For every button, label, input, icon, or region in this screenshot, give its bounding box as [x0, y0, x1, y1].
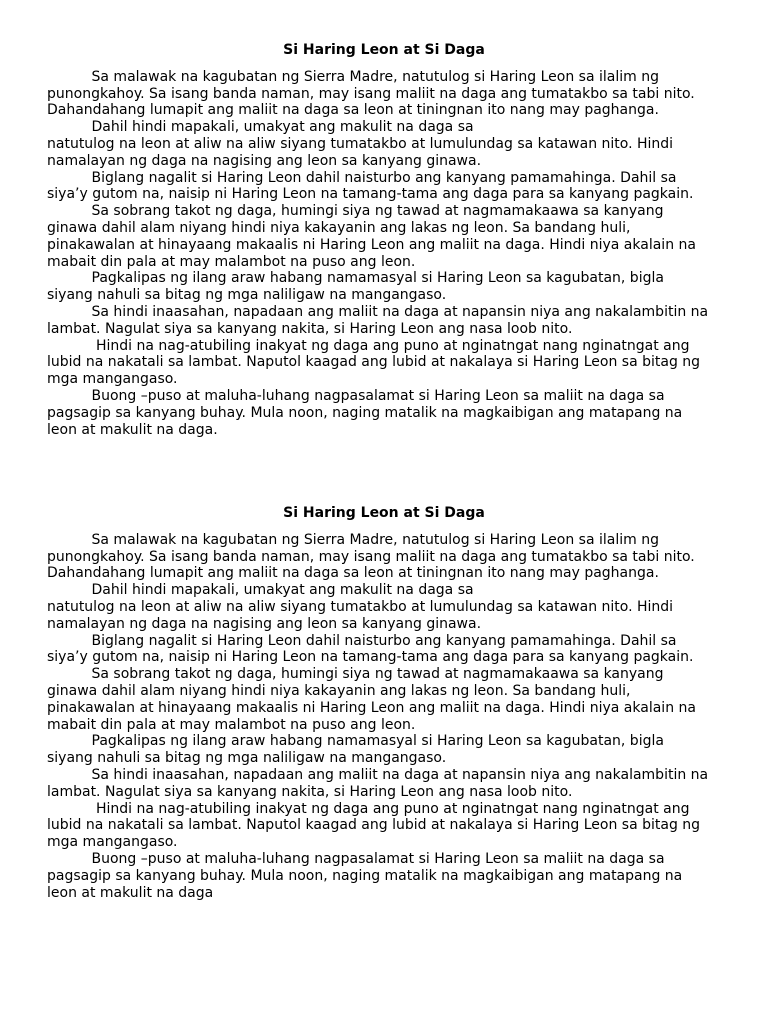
story-title: Si Haring Leon at Si Daga	[283, 505, 485, 521]
story-paragraph: Buong –puso at maluha-luhang nagpasalamat si Haring Leon sa maliit na daga sa pagsagip sa kanyang buhay. Mula noon, naging matalik na magkaibigan ang matapang na leon at makulit na daga.	[47, 387, 683, 438]
story-title: Si Haring Leon at Si Daga	[283, 42, 485, 58]
story-paragraph: Biglang nagalit si Haring Leon dahil naisturbo ang kanyang pamamahinga. Dahil sa siya’y gutom na, naisip ni Haring Leon na tamang-tama ang daga para sa kanyang pagkain.	[47, 632, 694, 666]
story-paragraph: Sa malawak na kagubatan ng Sierra Madre, natutulog si Haring Leon sa ilalim ng punongkahoy. Sa isang banda naman, may isang maliit na daga ang tumatakbo sa tabi nito. Dahandahang lumapit ang maliit na daga sa leon at tiningnan ito nang may paghanga.	[47, 531, 695, 582]
story-paragraph: Pagkalipas ng ilang araw habang namamasyal si Haring Leon sa kagubatan, bigla siyang nahuli sa bitag ng mga naliligaw na mangangaso.	[47, 270, 664, 304]
story-paragraph: Pagkalipas ng ilang araw habang namamasyal si Haring Leon sa kagubatan, bigla siyang nahuli sa bitag ng mga naliligaw na mangangaso.	[47, 733, 664, 767]
story-paragraph: Sa hindi inaasahan, napadaan ang maliit na daga at napansin niya ang nakalambitin na lambat. Nagulat siya sa kanyang nakita, si Haring Leon ang nasa loob nito.	[47, 303, 709, 337]
story-paragraph: Dahil hindi mapakali, umakyat ang makulit na daga sa natutulog na leon at aliw na aliw siyang tumatakbo at lumulundag sa katawan nito. Hindi namalayan ng daga na nagising ang leon sa kanyang ginawa.	[47, 119, 674, 169]
story-first	[47, 42, 727, 438]
story-paragraph: Biglang nagalit si Haring Leon dahil naisturbo ang kanyang pamamahinga. Dahil sa siya’y gutom na, naisip ni Haring Leon na tamang-tama ang daga para sa kanyang pagkain.	[47, 169, 694, 203]
story-paragraph: Sa sobrang takot ng daga, humingi siya ng tawad at nagmamakaawa sa kanyang ginawa dahil alam niyang hindi niya kakayanin ang lakas ng leon. Sa bandang huli, pinakawalan at hinayaang makaalis ni Haring Leon ang maliit na daga. Hindi niya akalain na mabait din pala at may malambot na puso ang leon.	[47, 666, 696, 733]
story-paragraph: Buong –puso at maluha-luhang nagpasalamat si Haring Leon sa maliit na daga sa pagsagip sa kanyang buhay. Mula noon, naging matalik na magkaibigan ang matapang na leon at makulit na daga	[47, 850, 683, 901]
story-paragraph: Hindi na nag-atubiling inakyat ng daga ang puno at nginatngat nang nginatngat ang lubid na nakatali sa lambat. Naputol kaagad ang lubid at nakalaya si Haring Leon sa bitag ng mga mangangaso.	[47, 800, 701, 851]
story-paragraph: Sa sobrang takot ng daga, humingi siya ng tawad at nagmamakaawa sa kanyang ginawa dahil alam niyang hindi niya kakayanin ang lakas ng leon. Sa bandang huli, pinakawalan at hinayaang makaalis ni Haring Leon ang maliit na daga. Hindi niya akalain na mabait din pala at may malambot na puso ang leon.	[47, 203, 696, 270]
story-paragraph: Sa malawak na kagubatan ng Sierra Madre, natutulog si Haring Leon sa ilalim ng punongkahoy. Sa isang banda naman, may isang maliit na daga ang tumatakbo sa tabi nito. Dahandahang lumapit ang maliit na daga sa leon at tiningnan ito nang may paghanga.	[47, 68, 695, 119]
story-body	[47, 69, 727, 439]
story-paragraph: Sa hindi inaasahan, napadaan ang maliit na daga at napansin niya ang nakalambitin na lambat. Nagulat siya sa kanyang nakita, si Haring Leon ang nasa loob nito.	[47, 766, 709, 800]
story-paragraph: Dahil hindi mapakali, umakyat ang makulit na daga sa natutulog na leon at aliw na aliw siyang tumatakbo at lumulundag sa katawan nito. Hindi namalayan ng daga na nagising ang leon sa kanyang ginawa.	[47, 582, 674, 632]
story-body	[47, 532, 727, 902]
story-paragraph: Hindi na nag-atubiling inakyat ng daga ang puno at nginatngat nang nginatngat ang lubid na nakatali sa lambat. Naputol kaagad ang lubid at nakalaya si Haring Leon sa bitag ng mga mangangaso.	[47, 337, 701, 388]
story-second	[47, 505, 727, 901]
